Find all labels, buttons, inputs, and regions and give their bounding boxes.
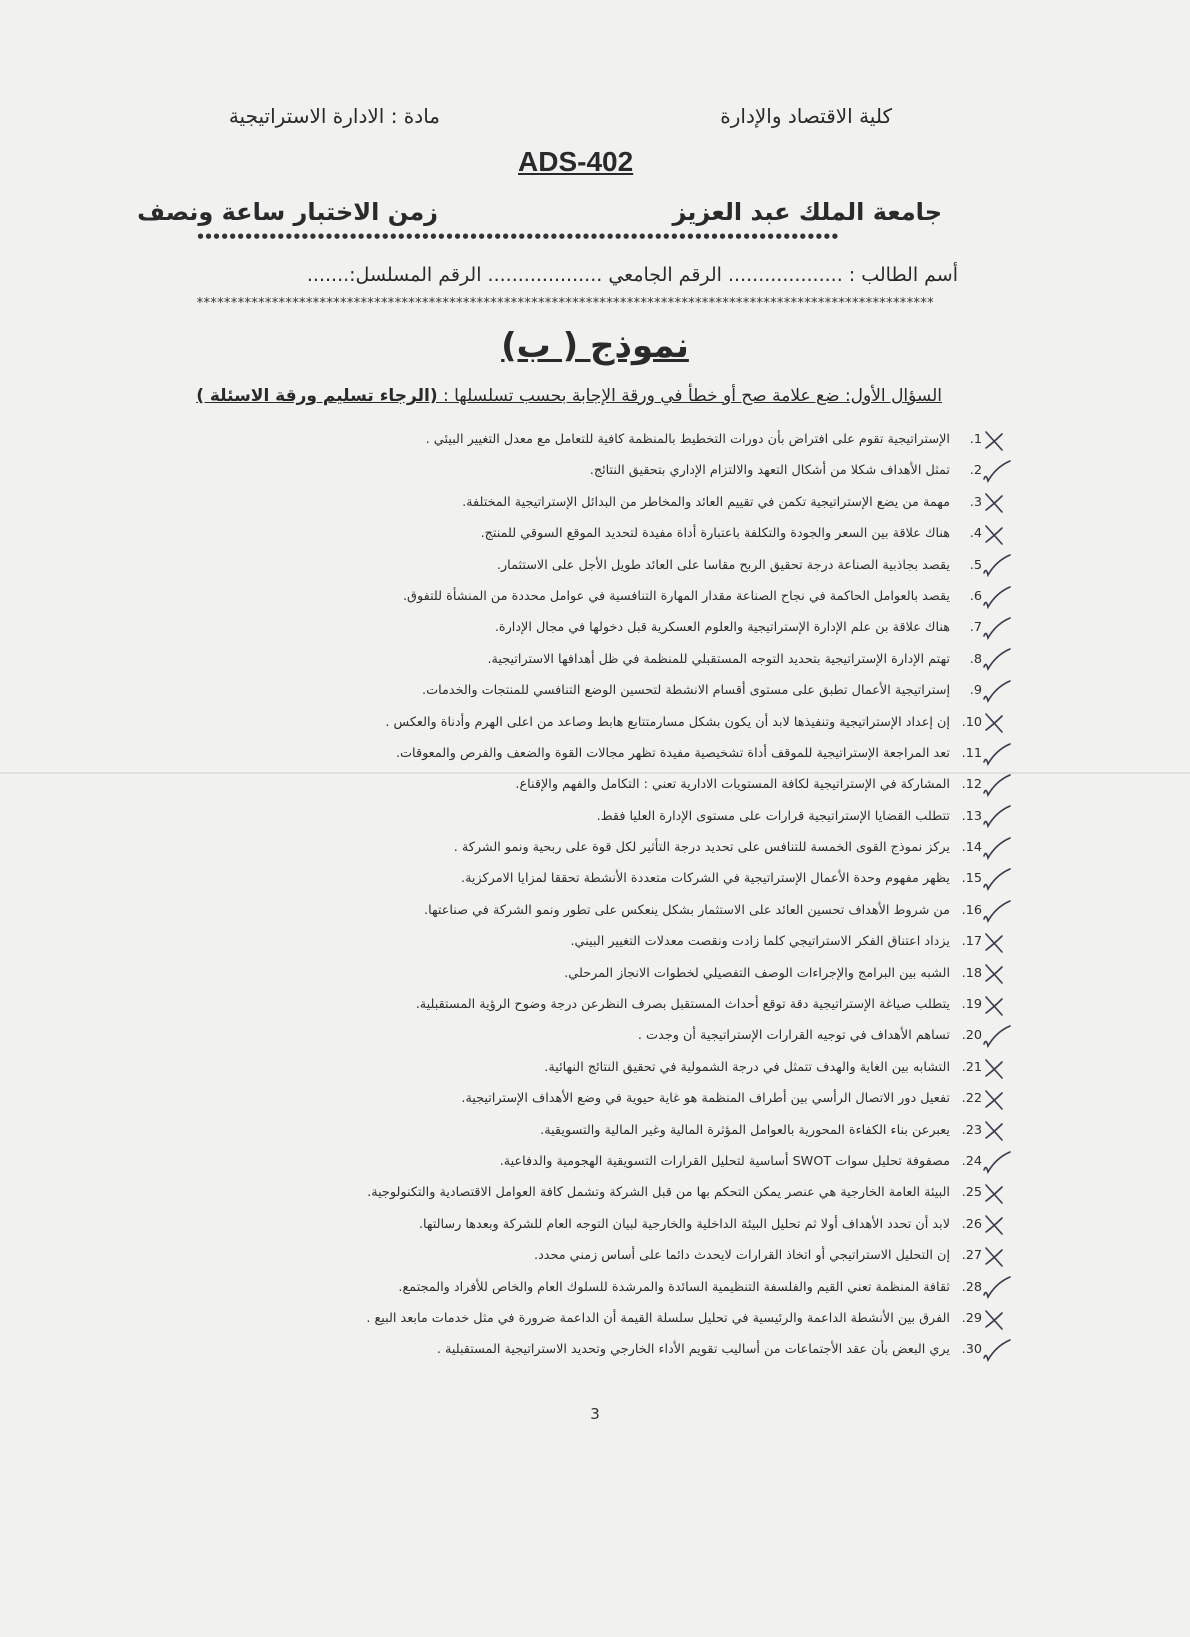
question-statement: إستراتيجية الأعمال تطبق على مستوى أقسام الانشطة لتحسين الوضع التنافسي للمنتجات والخدمات.	[422, 683, 950, 699]
faculty-label: كلية الاقتصاد والإدارة	[720, 104, 892, 128]
cross-mark-icon	[982, 1052, 1022, 1083]
question-item	[82, 644, 982, 675]
cross-mark-icon	[982, 518, 1022, 549]
question-item	[82, 1146, 982, 1177]
question-statement: تتطلب القضايا الإستراتيجية قرارات على مستوى الإدارة العليا فقط.	[596, 808, 950, 824]
question-item	[82, 581, 982, 612]
question-note: (الرجاء تسليم ورقة الاسئلة )	[196, 386, 438, 406]
question-number: 18.	[961, 965, 982, 981]
question-number: 21.	[961, 1059, 982, 1075]
course-code: ADS-402	[518, 146, 634, 177]
check-mark-icon	[982, 644, 1022, 675]
cross-mark-icon	[982, 1177, 1022, 1208]
cross-mark-icon	[982, 1303, 1022, 1334]
question-item	[82, 832, 982, 863]
check-mark-icon	[982, 581, 1022, 612]
check-mark-icon	[982, 863, 1022, 894]
question-number: 12.	[961, 777, 982, 793]
question-number: 30.	[961, 1342, 982, 1358]
question-statement: يتطلب صياغة الإستراتيجية دقة توقع أحداث المستقبل بصرف النظرعن درجة وضوح الرؤية المستقبلية.	[415, 997, 950, 1013]
question-item	[82, 675, 982, 706]
question-item	[82, 863, 982, 894]
check-mark-icon	[982, 550, 1022, 581]
page-number: 3	[590, 1405, 600, 1423]
question-item	[82, 958, 982, 989]
question-statement: المشاركة في الإستراتيجية لكافة المستويات الادارية تعني : التكامل والفهم والإقناع.	[515, 777, 950, 793]
subject-label: مادة : الادارة الاستراتيجية	[228, 104, 440, 128]
question-item	[82, 1177, 982, 1208]
question-statement: يري البعض بأن عقد الأجتماعات من أساليب تقويم الأداء الخارجي وتحديد الاستراتيجية المستقبلية .	[436, 1342, 950, 1358]
question-text: ضع علامة صح أو خطأ في ورقة الإجابة بحسب تسلسلها :	[443, 386, 840, 406]
question-number: 1.	[969, 432, 982, 447]
check-mark-icon	[982, 801, 1022, 832]
question-item	[82, 989, 982, 1020]
question-item	[82, 1303, 982, 1334]
question-item	[82, 455, 982, 486]
cross-mark-icon	[982, 1209, 1022, 1240]
question-statement: التشابه بين الغاية والهدف تتمثل في درجة الشمولية في تحقيق النتائج النهائية.	[544, 1059, 950, 1075]
cross-mark-icon	[982, 1115, 1022, 1146]
question-statement: تمثل الأهداف شكلا من أشكال التعهد والالتزام الإداري بتحقيق النتائج.	[589, 463, 950, 479]
question-item	[82, 1083, 982, 1114]
question-number: 25.	[961, 1185, 982, 1201]
question-statement: إن التحليل الاستراتيجي أو اتخاذ القرارات لايحدث دائما على أساس زمني محدد.	[534, 1248, 950, 1264]
university-label: جامعة الملك عبد العزيز	[672, 198, 942, 226]
question-item	[82, 424, 982, 455]
question-statement: تساهم الأهداف في توجيه القرارات الإستراتيجية أن وجدت .	[637, 1028, 950, 1044]
check-mark-icon	[982, 1146, 1022, 1177]
question-number: 11.	[961, 745, 982, 761]
question-statement: تفعيل دور الاتصال الرأسي بين أطراف المنظمة هو غاية حيوية في وضع الأهداف الإستراتيجية.	[461, 1091, 950, 1107]
question-item	[82, 550, 982, 581]
question-item	[82, 926, 982, 957]
question-number: 16.	[961, 902, 982, 918]
question-item	[82, 707, 982, 738]
cross-mark-icon	[982, 487, 1022, 518]
question-statement: يظهر مفهوم وحدة الأعمال الإستراتيجية في الشركات متعددة الأنشطة تحققا لمزايا الامركزية.	[461, 871, 950, 887]
question-number: 28.	[961, 1279, 982, 1295]
question-number: 19.	[961, 997, 982, 1013]
question-label: السؤال الأول:	[844, 386, 942, 406]
question-statement: هناك علاقة بين السعر والجودة والتكلفة باعتبارة أداة مفيدة لتحديد الموقع السوقي للمنتج.	[480, 526, 950, 542]
question-item	[82, 1020, 982, 1051]
check-mark-icon	[982, 455, 1022, 486]
cross-mark-icon	[982, 926, 1022, 957]
check-mark-icon	[982, 612, 1022, 643]
question-item	[82, 1115, 982, 1146]
question-statement: ثقافة المنظمة تعني القيم والفلسفة التنظيمية السائدة والمرشدة للسلوك العام والخاص للأفراد والمجتمع.	[398, 1279, 950, 1295]
question-instruction	[196, 386, 942, 406]
question-statement: لابد أن تحدد الأهداف أولا ثم تحليل البيئة الداخلية والخارجية لبيان التوجه العام للشركة وبعدها رسالتها.	[418, 1216, 950, 1232]
question-item	[82, 769, 982, 800]
question-number: 14.	[961, 840, 982, 856]
question-list	[82, 424, 982, 1366]
question-statement: البيئة العامة الخارجية هي عنصر يمكن التحكم بها من قبل الشركة وتشمل كافة العوامل الاقتصادية والتكنولوجية.	[367, 1185, 950, 1201]
question-number: 13.	[961, 808, 982, 824]
question-item	[82, 738, 982, 769]
question-statement: الشبه بين البرامج والإجراءات الوصف التفصيلي لخطوات الانجاز المرحلي.	[564, 965, 950, 981]
model-title: نموذج ( ب)	[501, 326, 689, 366]
question-number: 2.	[969, 463, 982, 479]
question-number: 9.	[969, 683, 982, 699]
question-statement: يقصد بجاذبية الصناعة درجة تحقيق الربح مقاسا على العائد طويل الأجل على الاستثمار.	[496, 557, 950, 573]
question-number: 22.	[961, 1091, 982, 1107]
check-mark-icon	[982, 1272, 1022, 1303]
question-number: 10.	[961, 714, 982, 730]
star-separator: ************************************************************************************************************	[196, 296, 934, 311]
question-number: 17.	[961, 934, 982, 950]
question-statement: يعبرعن بناء الكفاءة المحورية بالعوامل المؤثرة المالية وغير المالية والتسويقية.	[540, 1122, 950, 1138]
question-number: 24.	[961, 1153, 982, 1169]
dotted-separator: ••••••••••••••••••••••••••••••••••••••••••••••••••••••••••••••••••••••••••••••••	[196, 228, 839, 246]
question-number: 29.	[961, 1310, 982, 1326]
check-mark-icon	[982, 832, 1022, 863]
cross-mark-icon	[982, 1240, 1022, 1271]
question-number: 8.	[969, 651, 982, 667]
question-statement: هناك علاقة بن علم الإدارة الإستراتيجية والعلوم العسكرية قبل دخولها في مجال الإدارة.	[494, 620, 950, 636]
question-statement: يقصد بالعوامل الحاكمة في نجاح الصناعة مقدار المهارة التنافسية في عوامل محددة من المنشأة للتفوق.	[402, 588, 950, 604]
cross-mark-icon	[982, 424, 1022, 455]
question-number: 6.	[969, 588, 982, 604]
cross-mark-icon	[982, 1083, 1022, 1114]
question-number: 15.	[961, 871, 982, 887]
question-statement: مصفوفة تحليل سوات SWOT أساسية لتحليل القرارات التسويقية الهجومية والدفاعية.	[499, 1153, 950, 1169]
check-mark-icon	[982, 1020, 1022, 1051]
question-item	[82, 895, 982, 926]
question-item	[82, 1240, 982, 1271]
question-statement: الفرق بين الأنشطة الداعمة والرئيسية في تحليل سلسلة القيمة أن الداعمة ضرورة في مثل خدمات مابعد البيع .	[366, 1310, 950, 1326]
answer-marks	[982, 424, 1022, 1366]
question-number: 20.	[961, 1028, 982, 1044]
question-item	[82, 1052, 982, 1083]
question-number: 27.	[961, 1248, 982, 1264]
check-mark-icon	[982, 675, 1022, 706]
question-number: 5.	[969, 557, 982, 573]
cross-mark-icon	[982, 989, 1022, 1020]
question-statement: من شروط الأهداف تحسين العائد على الاستثمار بشكل ينعكس على تطور ونمو الشركة في صناعتها.	[424, 902, 950, 918]
question-item	[82, 1209, 982, 1240]
question-item	[82, 612, 982, 643]
student-info-line: أسم الطالب : ................... الرقم الجامعي ................... الرقم المسلسل:.......	[306, 264, 958, 286]
question-item	[82, 1334, 982, 1365]
question-statement: تهتم الإدارة الإستراتيجية بتحديد التوجه المستقبلي للمنظمة في ظل أهدافها الاستراتيجية.	[487, 651, 950, 667]
question-statement: إن إعداد الإستراتيجية وتنفيذها لابد أن يكون بشكل مسارمتتابع هابط وصاعد من اعلى الهرم وأدناة والعكس .	[385, 714, 950, 730]
question-statement: يركز نموذج القوى الخمسة للتنافس على تحديد درجة التأثير لكل قوة على ربحية ونمو الشركة .	[453, 840, 950, 856]
question-item	[82, 801, 982, 832]
question-item	[82, 518, 982, 549]
question-statement: الإستراتيجية تقوم على افتراض بأن دورات التخطيط بالمنظمة كافية للتعامل مع معدل التغيير البيئي .	[425, 432, 950, 447]
exam-time-label: زمن الاختبار ساعة ونصف	[137, 198, 438, 226]
cross-mark-icon	[982, 707, 1022, 738]
question-item	[82, 1272, 982, 1303]
check-mark-icon	[982, 738, 1022, 769]
question-number: 3.	[969, 494, 982, 510]
check-mark-icon	[982, 1334, 1022, 1365]
check-mark-icon	[982, 895, 1022, 926]
question-statement: يزداد اعتناق الفكر الاستراتيجي كلما زادت ونقصت معدلات التغيير البيني.	[570, 934, 950, 950]
question-item	[82, 487, 982, 518]
question-number: 4.	[969, 526, 982, 542]
question-number: 26.	[961, 1216, 982, 1232]
question-number: 7.	[969, 620, 982, 636]
question-number: 23.	[961, 1122, 982, 1138]
question-statement: مهمة من يضع الإستراتيجية تكمن في تقييم العائد والمخاطر من البدائل الإستراتيجية المختلفة.	[462, 494, 950, 510]
question-statement: تعد المراجعة الإستراتيجية للموقف أداة تشخيصية مفيدة تظهر مجالات القوة والضعف والفرص والمعوقات.	[395, 745, 950, 761]
cross-mark-icon	[982, 958, 1022, 989]
check-mark-icon	[982, 769, 1022, 800]
